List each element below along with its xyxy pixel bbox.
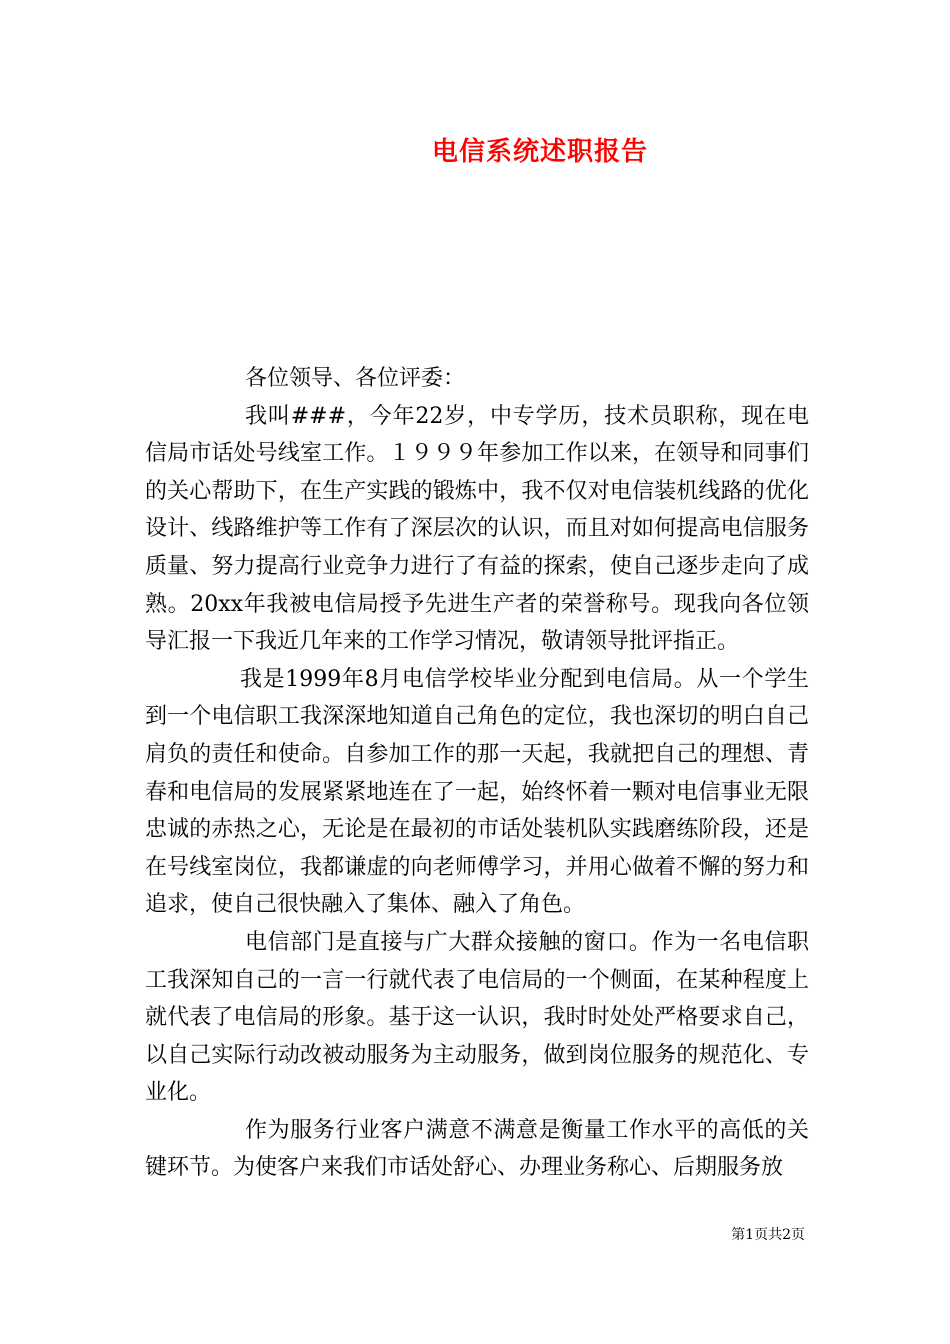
paragraph-4: 作为服务行业客户满意不满意是衡量工作水平的高低的关键环节。为使客户来我们市话处舒心、办理业务称心、后期服务放 <box>145 1117 809 1181</box>
salutation: 各位领导、各位评委： <box>245 366 466 391</box>
paragraph-1: 我叫###，今年22岁，中专学历，技术员职称，现在电信局市话处号线室工作。１９９９年参加工作以来，在领导和同事们的关心帮助下，在生产实践的锻炼中，我不仅对电信装机线路的优化设计、线路维护等工作有了深层次的认识，而且对如何提高电信服务质量、努力提高行业竞争力进行了有益的探索，使自己逐步走向了成熟。20xx年我被电信局授予先进生产者的荣誉称号。现我向各位领导汇报一下我近几年来的工作学习情况，敬请领导批评指正。 <box>145 403 809 655</box>
document-title: 电信系统述职报告 <box>431 137 648 167</box>
paragraph-3: 电信部门是直接与广大群众接触的窗口。作为一名电信职工我深知自己的一言一行就代表了电信局的一个侧面，在某种程度上就代表了电信局的形象。基于这一认识，我时时处处严格要求自己，以自己实际行动改被动服务为主动服务，做到岗位服务的规范化、专业化。 <box>145 929 809 1106</box>
document-body <box>145 360 809 1187</box>
paragraph-2: 我是1999年8月电信学校毕业分配到电信局。从一个学生到一个电信职工我深深地知道自己角色的定位，我也深切的明白自己肩负的责任和使命。自参加工作的那一天起，我就把自己的理想、青春和电信局的发展紧紧地连在了一起，始终怀着一颗对电信事业无限忠诚的赤热之心，无论是在最初的市话处装机队实践磨练阶段，还是在号线室岗位，我都谦虚的向老师傅学习，并用心做着不懈的努力和追求，使自己很快融入了集体、融入了角色。 <box>145 666 809 918</box>
page-number: 第1页共2页 <box>731 1227 805 1243</box>
